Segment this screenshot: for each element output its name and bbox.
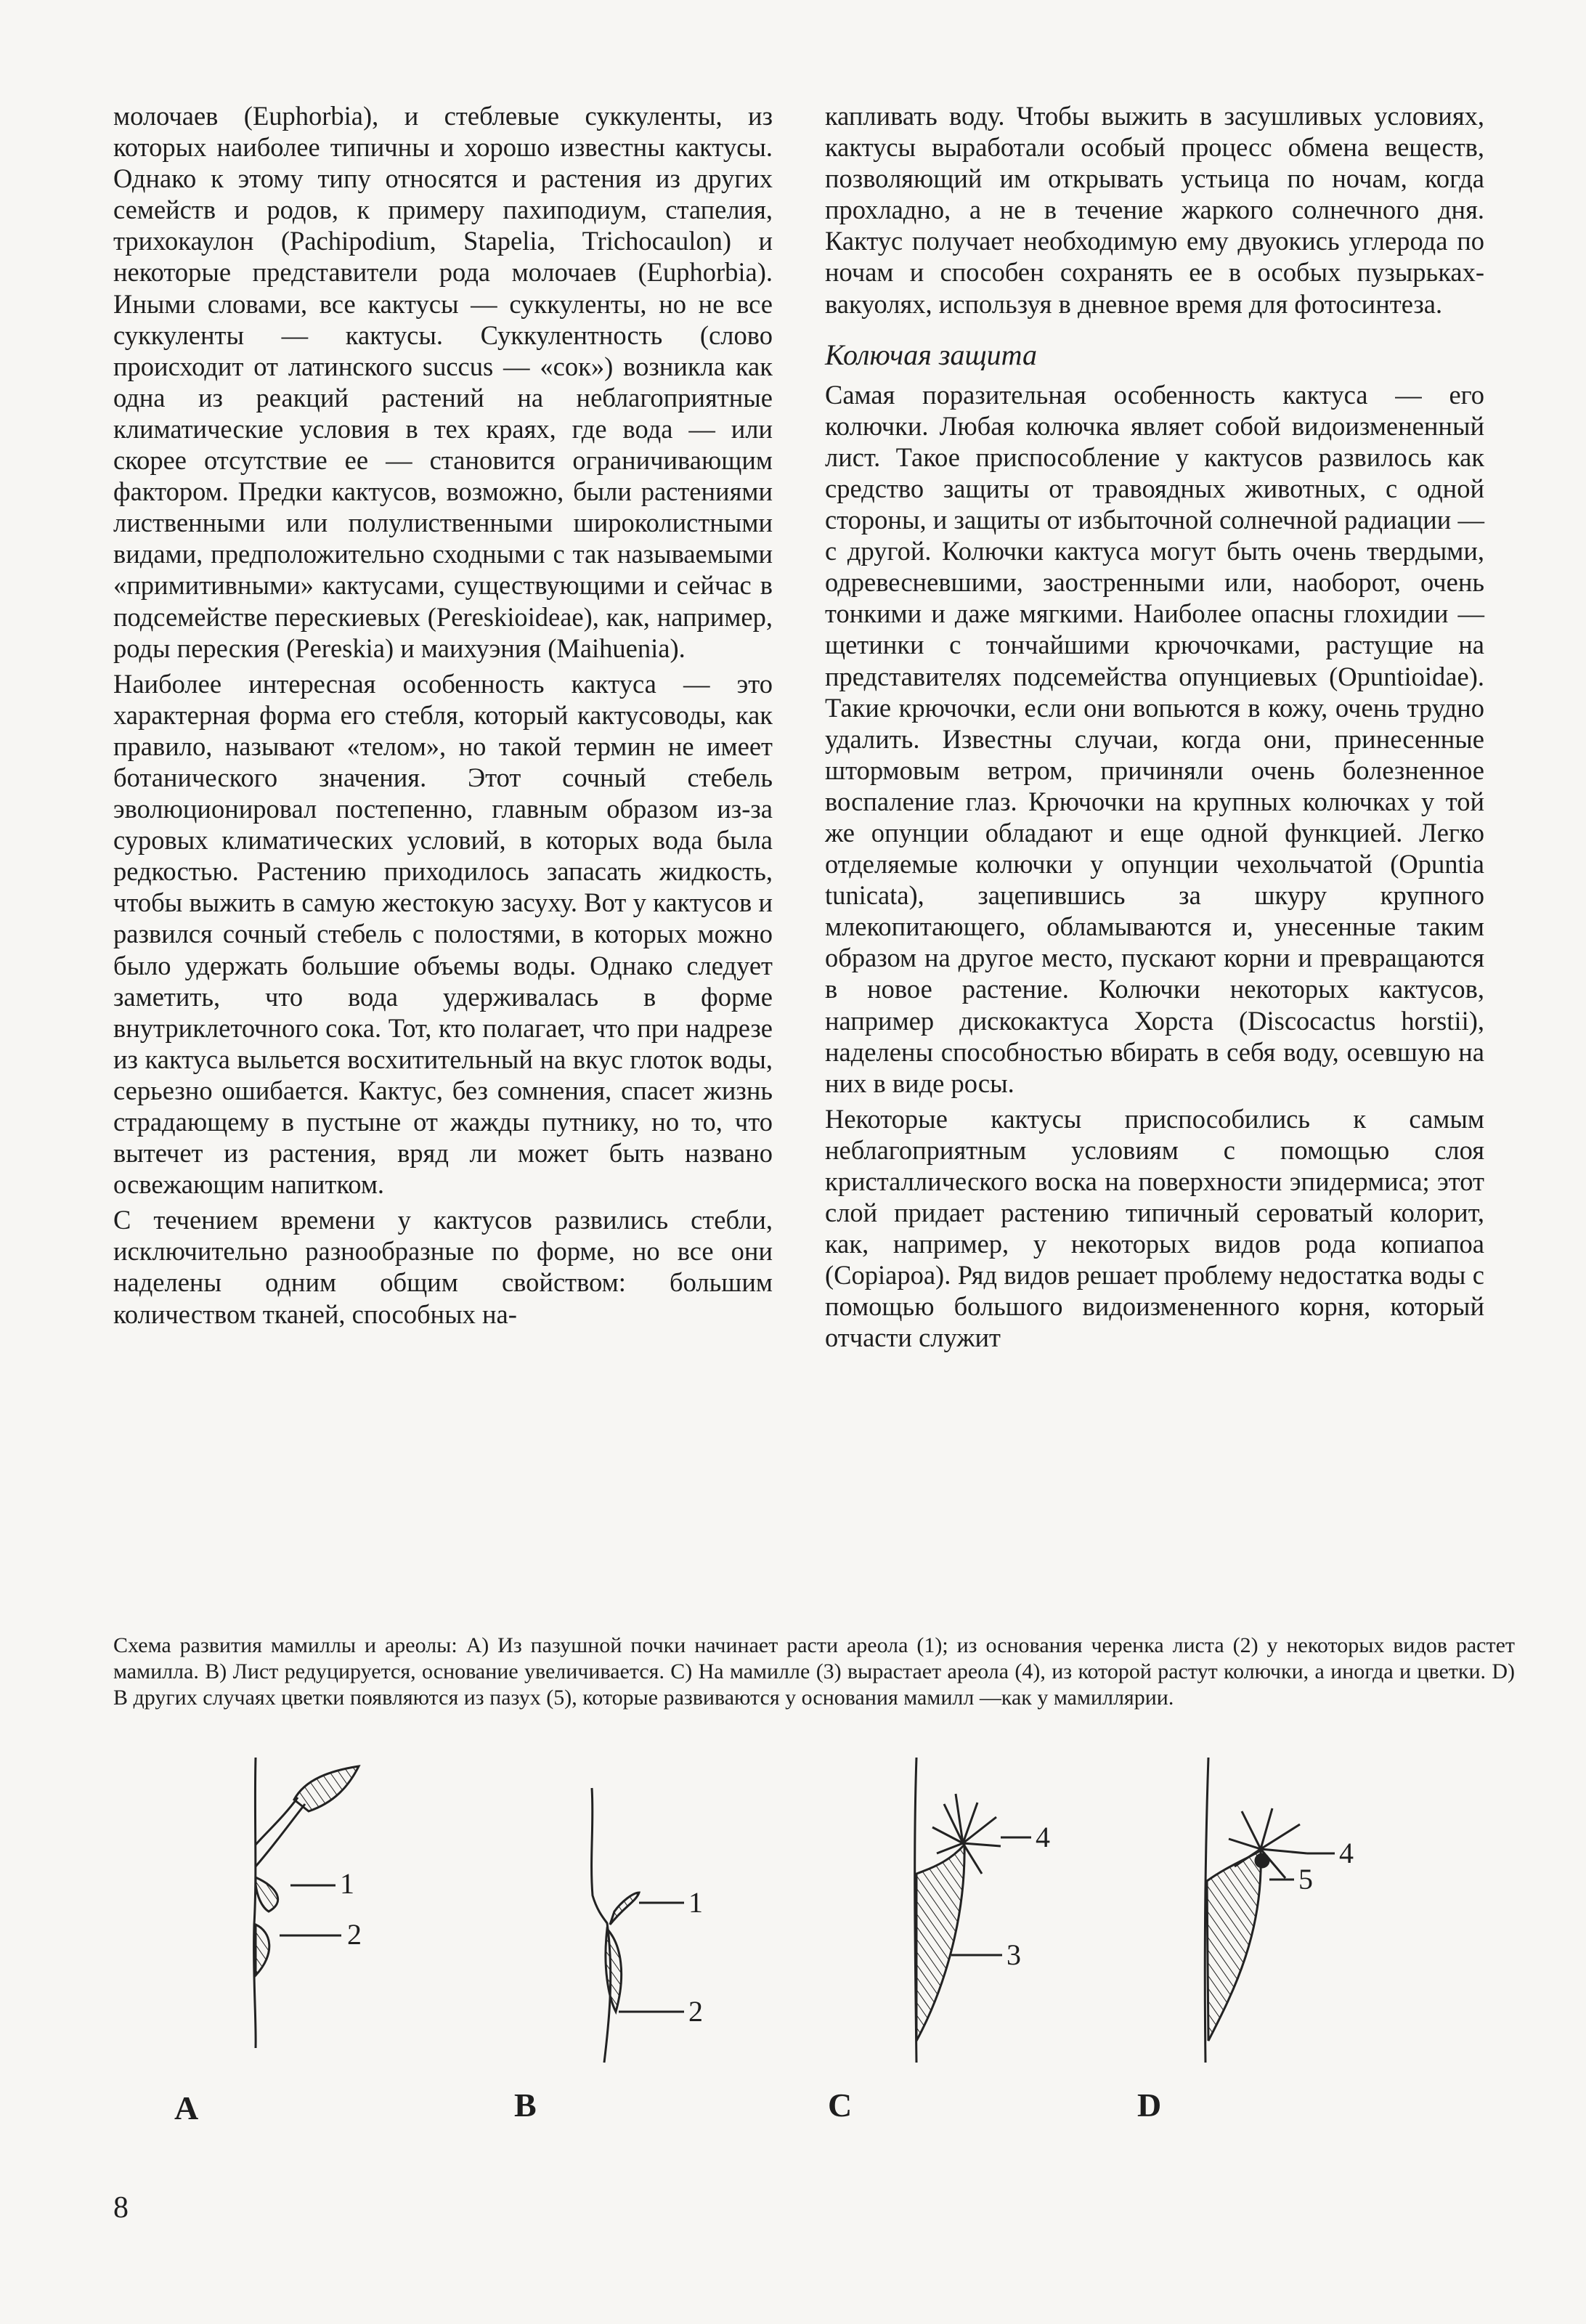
marker-b-2: 2 xyxy=(688,1995,703,2028)
right-paragraph-1: капливать воду. Чтобы выжить в засушливых условиях, кактусы выработали особый процесс обмена веществ, позволяющий им открывать устьица по ночам, когда прохладно, а не в течение жаркого солнечного дня. Кактус получает необходимую ему двуокись углерода по ночам и способен сохранять ее в особых пузырьках-вакуолях, используя в дневное время для фотосинтеза. xyxy=(825,101,1484,319)
figure-label-d: D xyxy=(1137,2087,1162,2124)
figure-label-c: C xyxy=(828,2087,853,2124)
marker-c-4: 4 xyxy=(1036,1821,1050,1853)
left-column xyxy=(113,100,773,1334)
diagram-drawings xyxy=(0,1758,1586,2179)
page-number: 8 xyxy=(113,2191,129,2225)
right-paragraph-2: Самая поразительная особенность кактуса — его колючки. Любая колючка являет собой видоизмененный лист. Такое приспособление у кактусов развилось как средство защиты от травоядных животных, с одной стороны, и защиты от избыточной солнечной радиации — с другой. Колючки кактуса могут быть очень твердыми, одревесневшими, заостренными или, наоборот, очень тонкими и даже мягкими. Наиболее опасны глохидии — щетинки с тончайшими крючочками, растущие на представителях подсемейства опунциевых (Opuntioidae). Такие крючочки, если они вопьются в кожу, очень трудно удалить. Известны случаи, когда они, принесенные штормовым ветром, причиняли очень болезненное воспаление глаз. Крючочки на крупных колючках у той же опунции обладают и еще одной функцией. Легко отделяемые колючки у опунции чехольчатой (Opuntia tunicata), зацепившись за шкуру крупного млекопитающего, обламываются и, унесенные таким образом на другое место, пускают корни и превращаются в новое растение. Колючки некоторых кактусов, например дискокактуса Хорста (Discocactus horstii), наделены способностью вбирать в себя воду, осевшую на них в виде росы. xyxy=(825,379,1484,1098)
marker-d-4: 4 xyxy=(1339,1837,1354,1869)
marker-c-3: 3 xyxy=(1006,1938,1021,1971)
areola-diagram xyxy=(0,1758,1586,2179)
sketch-d xyxy=(1205,1758,1335,2063)
left-paragraph-1: молочаев (Euphorbia), и стеблевые суккуленты, из которых наиболее типичны и хорошо известны кактусы. Однако к этому типу относятся и растения из других семейств и родов, к примеру пахиподиум, стапелия, трихокаулон (Pachipodium, Stapelia, Trichocaulon) и некоторые представители рода молочаев (Euphorbia). Иными словами, все кактусы — суккуленты, но не все суккуленты — кактусы. Суккулентность (слово происходит от латинского succus — «сок») возникла как одна из реакций растений на неблагоприятные климатические условия в тех краях, где вода — или скорее отсутствие ее — становится ограничивающим фактором. Предки кактусов, возможно, были растениями лиственными или полулиственными широколистными видами, предположительно сходными с так называемыми «примитивными» кактусами, существующими и сейчас в подсемействе перескиевых (Pereskioideae), как, например, роды переския (Pereskia) и маихуэния (Maihuenia). xyxy=(113,101,773,663)
sketch-c xyxy=(915,1758,1031,2063)
figure-caption: Схема развития мамиллы и ареолы: А) Из пазушной почки начинает расти ареола (1); из основания черенка листа (2) у некоторых видов растет мамилла. B) Лист редуцируется, основание увеличивается. C) На мамилле (3) вырастает ареола (4), из которой растут колючки, а иногда и цветки. D) В других случаях цветки появляются из пазух (5), которые развиваются у основания мамилл —как у мамиллярии. xyxy=(113,1633,1515,1710)
marker-a-2: 2 xyxy=(347,1918,362,1951)
right-column xyxy=(825,100,1484,1358)
right-paragraph-3: Некоторые кактусы приспособились к самым неблагоприятным условиям с помощью слоя кристаллического воска на поверхности эпидермиса; этот слой придает растению типичный сероватый колорит, как, например, у некоторых видов рода копиапоа (Copiapoa). Ряд видов решает проблему недостатка воды с помощью большого видоизмененного корня, который отчасти служит xyxy=(825,1103,1484,1353)
figure-label-b: B xyxy=(514,2087,537,2124)
sketch-b xyxy=(592,1788,684,2063)
marker-d-5: 5 xyxy=(1298,1863,1313,1896)
section-heading: Колючая защита xyxy=(825,338,1038,371)
marker-b-1: 1 xyxy=(688,1886,703,1919)
sketch-a xyxy=(254,1758,359,2048)
left-paragraph-3: С течением времени у кактусов развились стебли, исключительно разнообразные по форме, но все они наделены одним общим свойством: большим количеством тканей, способных на- xyxy=(113,1205,773,1329)
figure-label-a: A xyxy=(174,2089,199,2126)
left-paragraph-2: Наиболее интересная особенность кактуса — это характерная форма его стебля, который кактусоводы, как правило, называют «телом», но такой термин не имеет ботанического значения. Этот сочный стебель эволюционировал постепенно, главным образом из-за суровых климатических условий, в которых вода была редкостью. Растению приходилось запасать жидкость, чтобы выжить в самую жестокую засуху. Вот у кактусов и развился сочный стебель с полостями, в которых можно было удержать большие объемы воды. Однако следует заметить, что вода удерживалась в форме внутриклеточного сока. Тот, кто полагает, что при надрезе из кактуса выльется восхитительный на вкус глоток воды, серьезно ошибается. Кактус, без сомнения, спасет жизнь страдающему в пустыне от жажды путнику, но то, что вытечет из растения, вряд ли может быть названо освежающим напитком. xyxy=(113,668,773,1200)
marker-a-1: 1 xyxy=(340,1867,354,1900)
